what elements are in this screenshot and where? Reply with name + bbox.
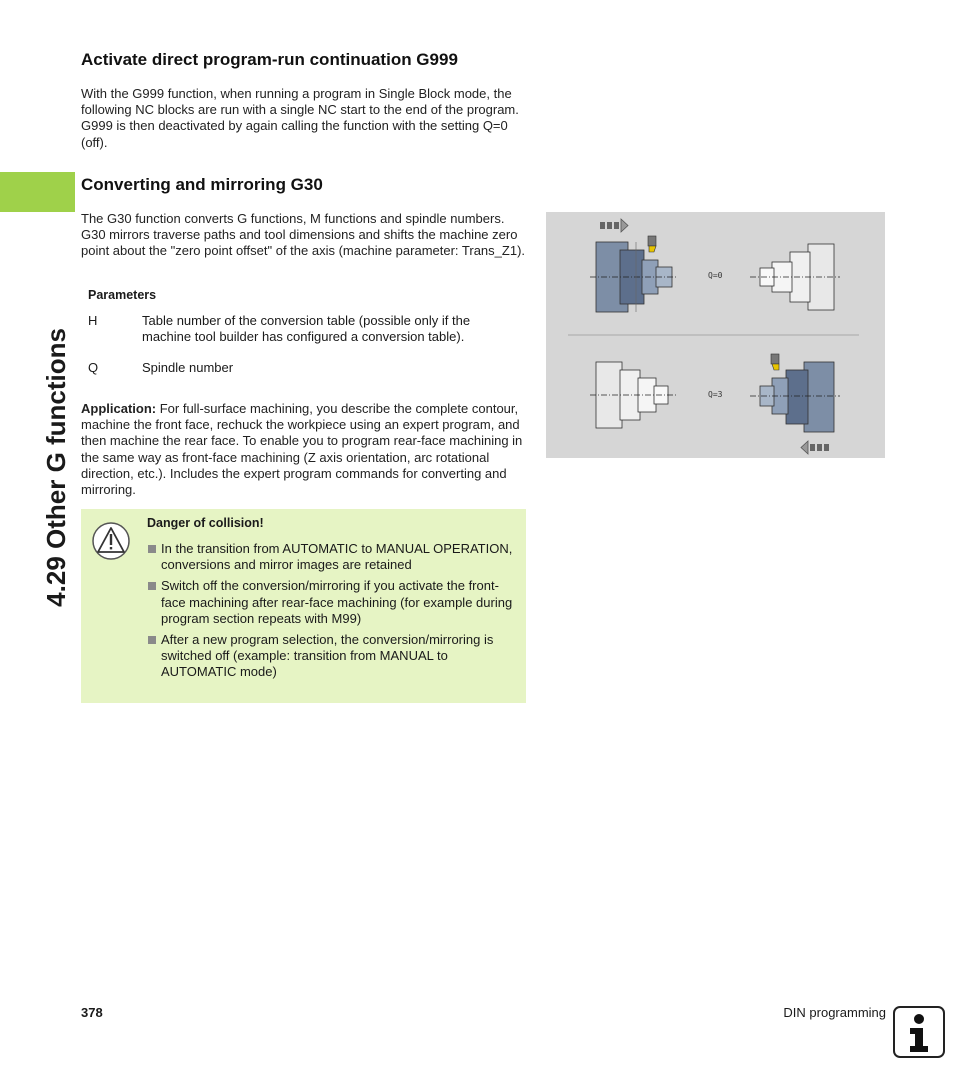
- cutting-tool-icon: [648, 236, 656, 252]
- application-label: Application:: [81, 401, 157, 416]
- workpiece-outline-top: [750, 244, 840, 310]
- warning-item: [147, 578, 519, 627]
- info-icon: [893, 1006, 945, 1058]
- warning-item: [147, 632, 519, 681]
- bullet-square-icon: [148, 582, 156, 590]
- param-key-q: Q: [88, 360, 99, 375]
- chapter-title: 4.29 Other G functions: [41, 328, 71, 607]
- param-desc-q: Spindle number: [142, 360, 234, 375]
- bullet-square-icon: [148, 545, 156, 553]
- warning-title: Danger of collision!: [147, 516, 264, 530]
- section2-heading: Converting and mirroring G30: [81, 175, 323, 194]
- collision-warning-box: [81, 509, 526, 703]
- cutting-tool-mirrored-icon: [771, 354, 779, 370]
- page-number: 378: [81, 1005, 103, 1020]
- application-paragraph: [81, 401, 526, 498]
- warning-list: [147, 541, 519, 686]
- param-desc-h: Table number of the conversion table (possible only if the machine tool builder has configured a conversion table).: [142, 313, 471, 345]
- application-text: For full-surface machining, you describe the complete contour, machine the front face, rechuck the workpiece using an expert program, and then machine the rear face. To enable you to program rear-face machining in the same way as front-face machining (Z axis orientation, arc rotational direction, etc.). Includes the expert program commands for converting and mirroring.: [81, 401, 523, 498]
- section1-heading: Activate direct program-run continuation G999: [81, 50, 458, 69]
- warning-triangle-icon: [91, 521, 131, 566]
- section2-body: The G30 function converts G functions, M functions and spindle numbers. G30 mirrors traverse paths and tool dimensions and shifts the machine zero point about the "zero point offset" of the axis (machine parameter: Trans_Z1).: [81, 211, 526, 259]
- workpiece-front-top: [590, 242, 676, 312]
- workpiece-outline-bottom: [590, 362, 676, 428]
- chapter-title-vertical: [41, 48, 71, 607]
- direction-arrow-left-icon: [801, 441, 829, 454]
- footer-label: DIN programming: [783, 1005, 886, 1020]
- workpiece-rear-bottom: [750, 362, 840, 432]
- section1-body: With the G999 function, when running a program in Single Block mode, the following NC blocks are run with a single NC start to the end of the program. G999 is then deactivated by again calling the function with the setting Q=0 (off).: [81, 86, 519, 150]
- label-q3: Q=3: [708, 390, 723, 399]
- parameters-title: Parameters: [88, 288, 157, 302]
- warning-item: [147, 541, 519, 573]
- param-key-h: H: [88, 313, 98, 328]
- direction-arrow-right-icon: [600, 219, 628, 232]
- warning-item-text: Switch off the conversion/mirroring if you activate the front-face machining after rear-face machining (for example during program section repeats with M99): [161, 578, 513, 626]
- warning-item-text: After a new program selection, the conversion/mirroring is switched off (example: transition from MANUAL to AUTOMATIC mode): [161, 632, 494, 680]
- label-q0: Q=0: [708, 271, 723, 280]
- warning-item-text: In the transition from AUTOMATIC to MANUAL OPERATION, conversions and mirror images are retained: [161, 541, 513, 573]
- mirroring-illustration: [546, 212, 885, 458]
- bullet-square-icon: [148, 636, 156, 644]
